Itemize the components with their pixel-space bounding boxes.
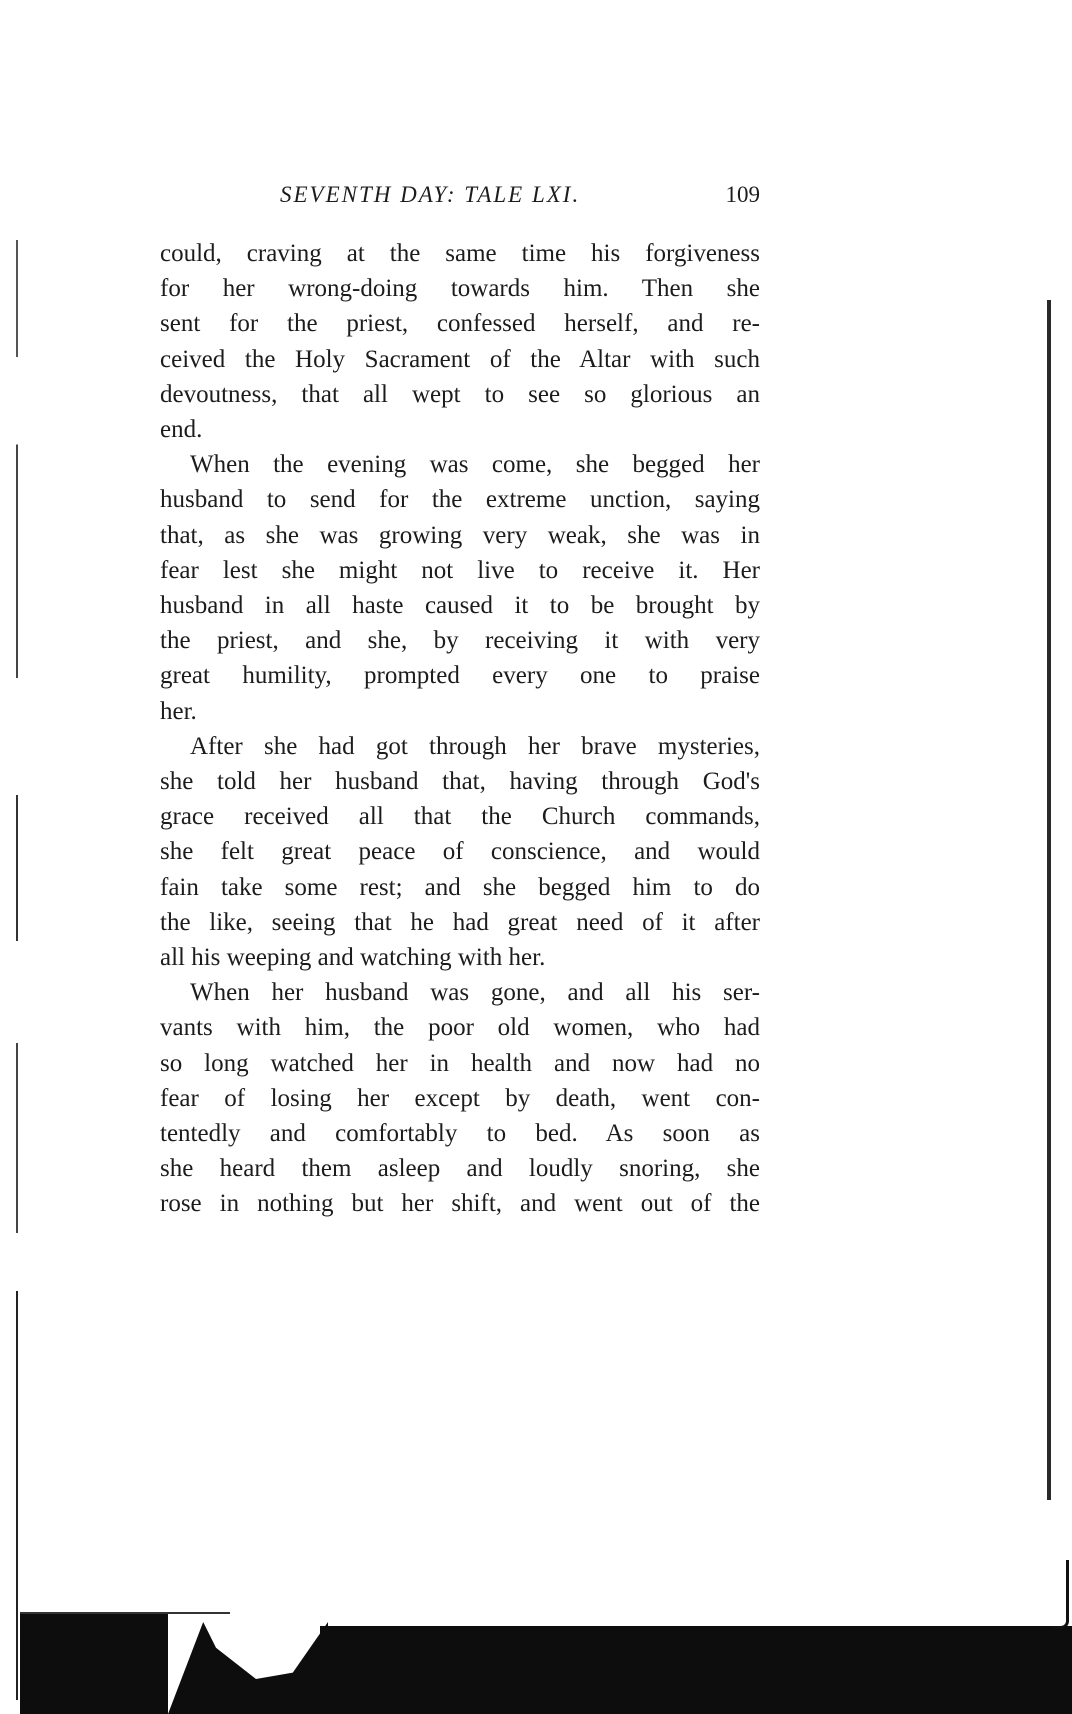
text-line: all his weeping and watching with her. xyxy=(160,944,546,972)
text-line: vants with him, the poor old women, who had xyxy=(160,1014,760,1042)
paragraph-4 xyxy=(160,975,760,1221)
text-line: sent for the priest, confessed herself, and re- xyxy=(160,310,760,338)
scan-shadow-bottom xyxy=(320,1626,1072,1714)
scan-edge-left xyxy=(16,240,18,1700)
text-line: the like, seeing that he had great need of it after xyxy=(160,908,760,936)
text-line: she felt great peace of conscience, and would xyxy=(160,838,760,866)
paragraph-3 xyxy=(160,729,760,975)
paragraph-1 xyxy=(160,236,760,447)
text-line: great humility, prompted every one to praise xyxy=(160,662,760,690)
text-line: her. xyxy=(160,697,197,725)
text-line: that, as she was growing very weak, she was in xyxy=(160,521,760,549)
running-title: SEVENTH DAY: TALE LXI. xyxy=(280,182,581,207)
text-line: could, craving at the same time his forgiveness xyxy=(160,240,760,267)
scan-edge-right xyxy=(1044,300,1051,1500)
text-line: the priest, and she, by receiving it with very xyxy=(160,627,760,655)
text-line: When her husband was gone, and all his ser- xyxy=(190,979,760,1007)
text-line: rose in nothing but her shift, and went out of the xyxy=(160,1190,760,1218)
body-text xyxy=(160,236,760,1222)
text-line: she heard them asleep and loudly snoring, she xyxy=(160,1155,760,1183)
text-line: fear lest she might not live to receive it. Her xyxy=(160,556,760,584)
text-line: end. xyxy=(160,416,203,444)
text-line: tentedly and comfortably to bed. As soon as xyxy=(160,1120,760,1148)
page-number: 109 xyxy=(725,182,760,207)
text-line: husband to send for the extreme unction, saying xyxy=(160,486,760,514)
text-line: fain take some rest; and she begged him to do xyxy=(160,873,760,901)
scan-shadow-notch xyxy=(168,1622,328,1714)
text-line: ceived the Holy Sacrament of the Altar with such xyxy=(160,345,760,373)
text-line: grace received all that the Church commands, xyxy=(160,803,760,831)
text-line: After she had got through her brave mysteries, xyxy=(190,732,760,760)
paragraph-2 xyxy=(160,447,760,729)
text-line: so long watched her in health and now had no xyxy=(160,1049,760,1077)
text-line: When the evening was come, she begged her xyxy=(190,451,760,479)
scan-edge-hook xyxy=(1052,1560,1069,1629)
scan-shadow-left xyxy=(20,1614,168,1714)
running-head xyxy=(160,182,760,216)
text-line: husband in all haste caused it to be brought by xyxy=(160,592,760,620)
text-line: she told her husband that, having through God's xyxy=(160,768,760,796)
text-line: for her wrong-doing towards him. Then she xyxy=(160,275,760,303)
text-line: devoutness, that all wept to see so glorious an xyxy=(160,380,760,408)
text-line: fear of losing her except by death, went con- xyxy=(160,1084,760,1112)
